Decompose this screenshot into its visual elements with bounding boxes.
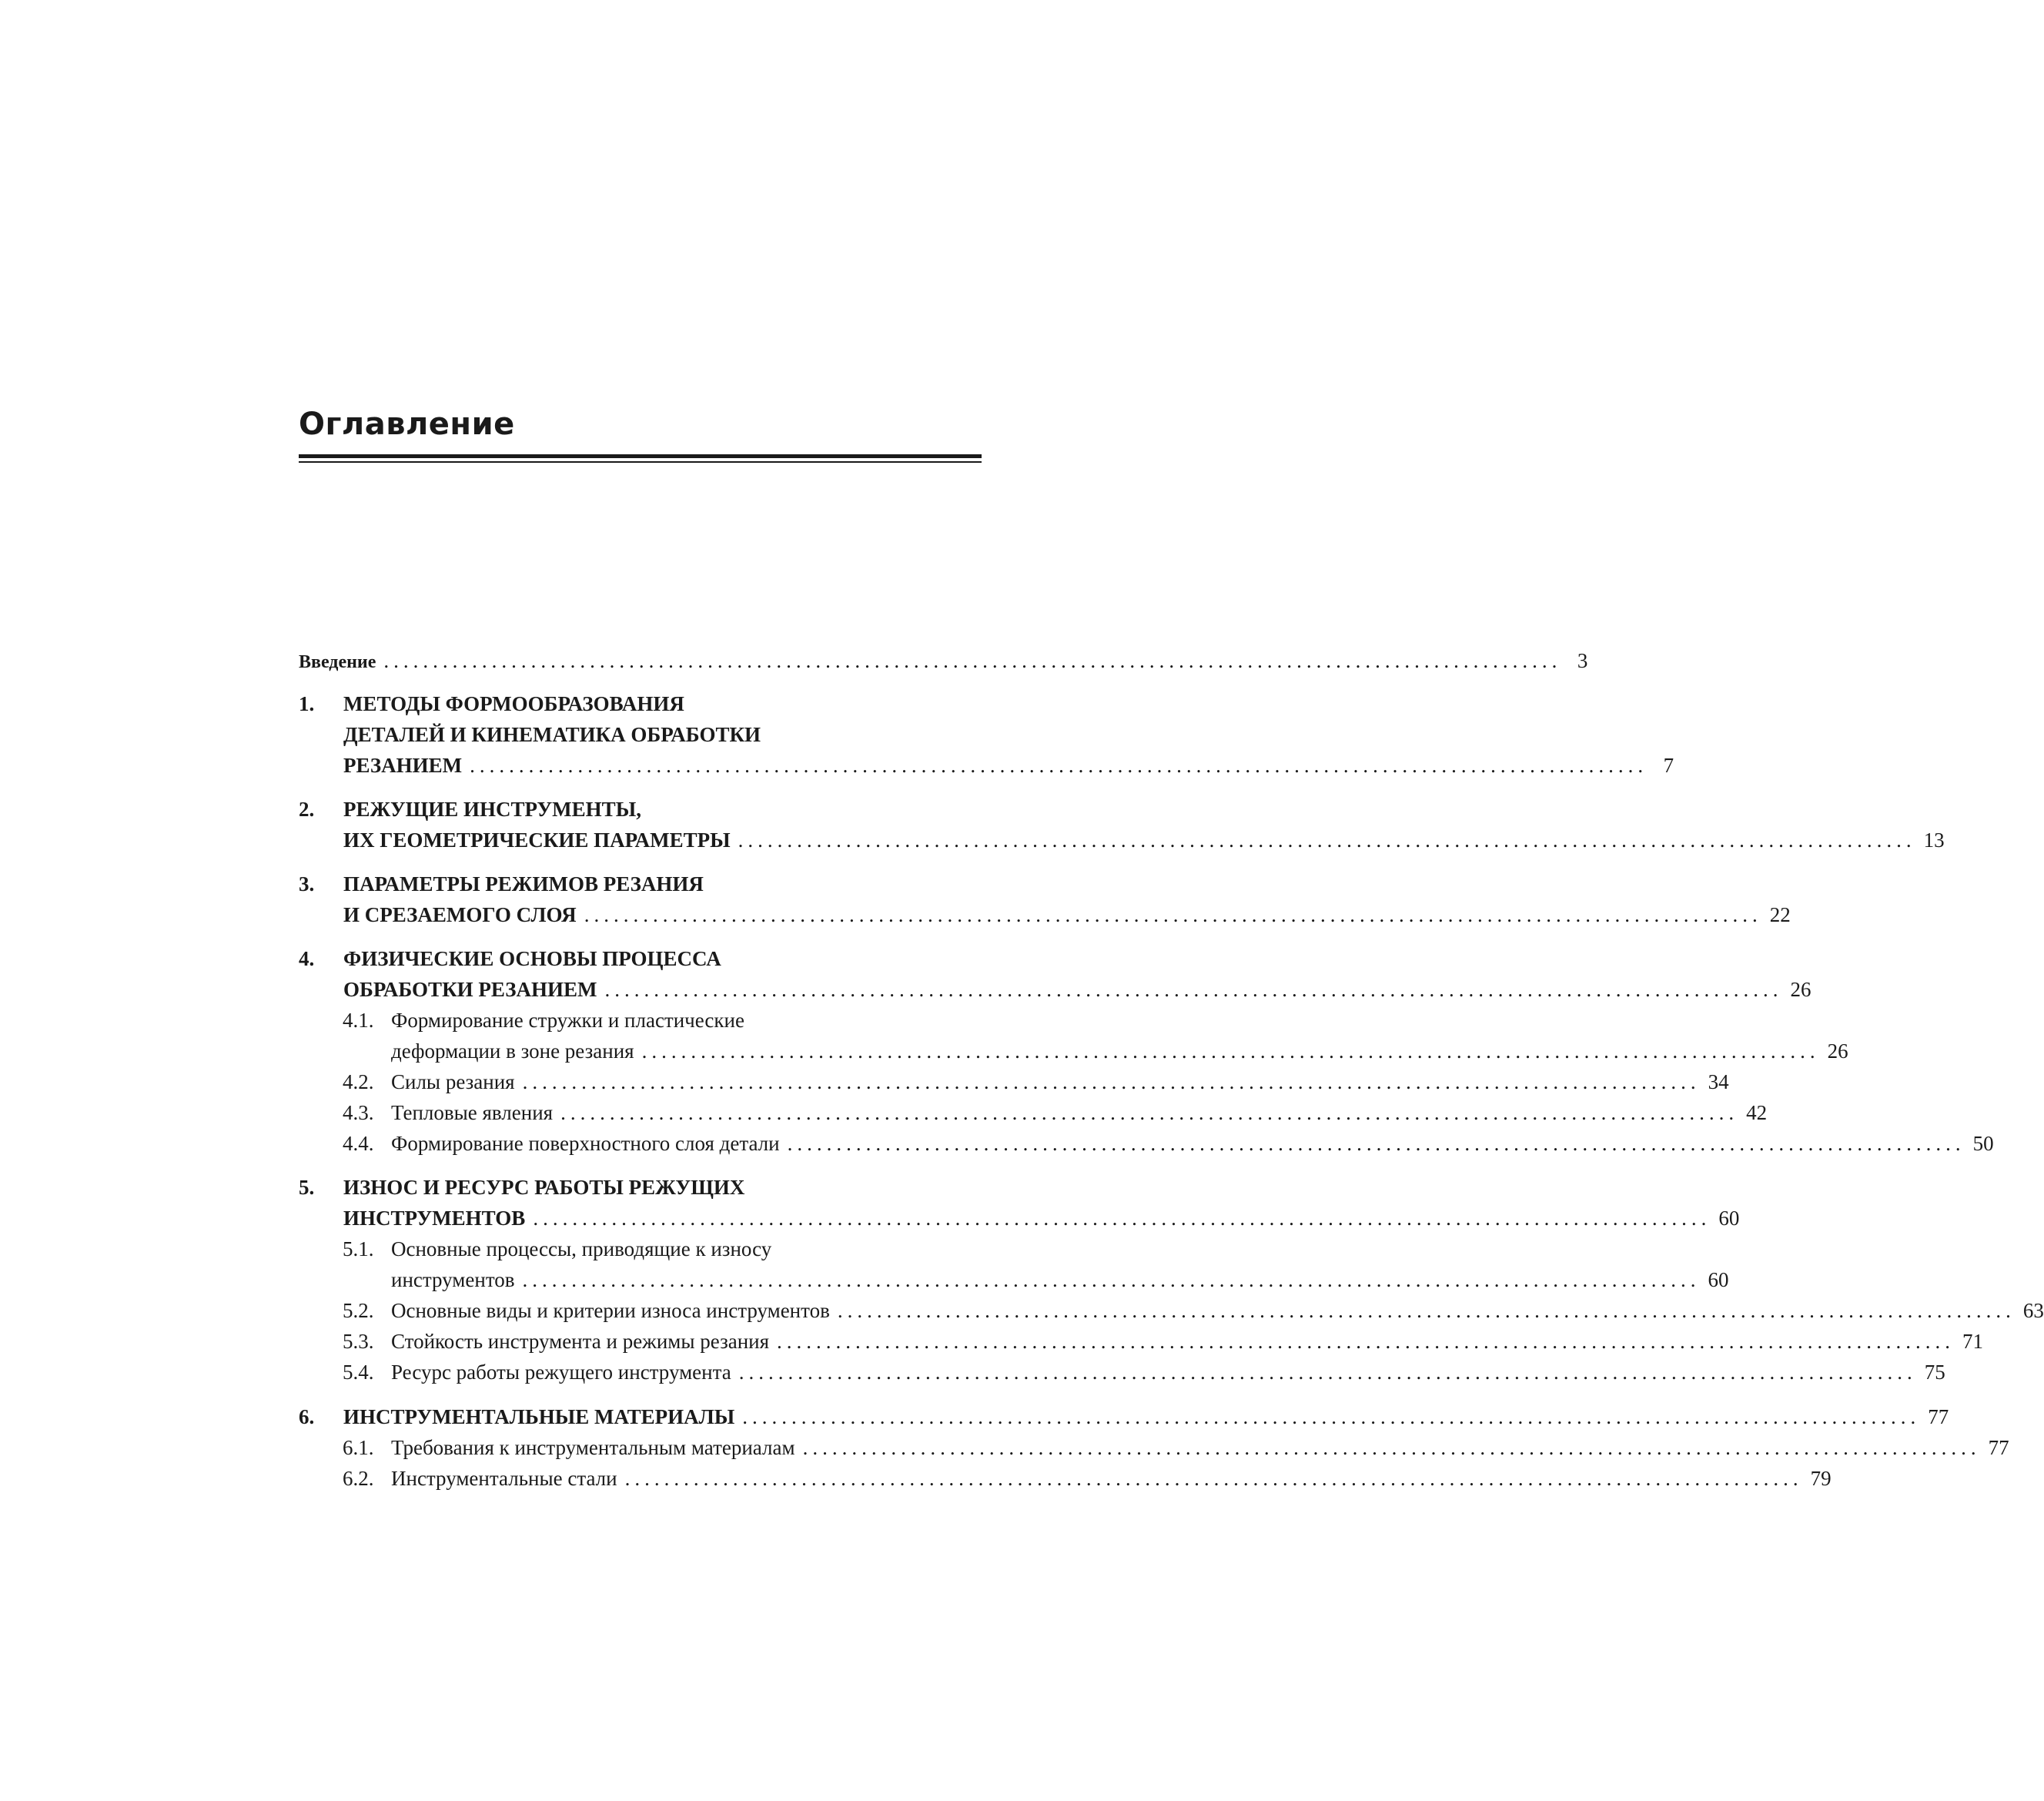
toc-entry-number: 5. (299, 1176, 315, 1199)
toc-entry-title-line: Силы резания (391, 1070, 515, 1093)
toc-subsection-entry (299, 1326, 1984, 1357)
toc-page-number: 3 (1577, 649, 1588, 672)
toc-entry-number: 5.3. (343, 1330, 374, 1353)
toc-entry-title-line: Инструментальные стали (391, 1467, 617, 1490)
toc-entry-number: 6.2. (343, 1467, 374, 1490)
toc-entry-title-line: ДЕТАЛЕЙ И КИНЕМАТИКА ОБРАБОТКИ (343, 723, 761, 746)
toc-entry-number: 5.2. (343, 1299, 374, 1322)
toc-page-number: 13 (1923, 829, 1945, 852)
toc-subsection-entry (299, 1463, 1832, 1494)
toc-entry-title-line: И СРЕЗАЕМОГО СЛОЯ (343, 903, 577, 926)
toc-page-number: 60 (1718, 1207, 1740, 1230)
dot-leader: ........................................................................................................................ (738, 829, 1916, 852)
toc-entry-number: 3. (299, 872, 315, 895)
toc-entry-title-line: ФИЗИЧЕСКИЕ ОСНОВЫ ПРОЦЕССА (343, 947, 721, 970)
dot-leader: ........................................................................................................................ (738, 1361, 1917, 1384)
dot-leader: ........................................................................................................................ (470, 754, 1648, 777)
toc-subsection-entry (299, 1234, 1729, 1295)
toc-page-number: 26 (1790, 978, 1811, 1001)
dot-leader: ........................................................................................................................ (560, 1101, 1739, 1124)
toc-entry-title-line: Тепловые явления (391, 1101, 554, 1124)
toc-page-number: 75 (1924, 1361, 1945, 1384)
toc-entry-title-line: ИЗНОС И РЕСУРС РАБОТЫ РЕЖУЩИХ (343, 1176, 745, 1199)
toc-entry-title-line: ИХ ГЕОМЕТРИЧЕСКИЕ ПАРАМЕТРЫ (343, 829, 731, 852)
toc-entry-title-line: Ресурс работы режущего инструмента (391, 1361, 731, 1384)
toc-entry-number: 4.3. (343, 1101, 374, 1124)
toc-entry-title-line: инструментов (391, 1268, 515, 1291)
toc-entry-number: 6. (299, 1405, 315, 1428)
toc-entry-number: 2. (299, 798, 315, 821)
toc-entry-title-line: РЕЗАНИЕМ (343, 754, 463, 777)
toc-subsection-entry (299, 1432, 2009, 1463)
toc-entry-title-line: ОБРАБОТКИ РЕЗАНИЕМ (343, 978, 597, 1001)
dot-leader: ........................................................................................................................ (522, 1070, 1701, 1093)
toc-entry-number: 4.4. (343, 1132, 374, 1155)
toc-entry-number: 5.4. (343, 1361, 374, 1384)
dot-leader: ........................................................................................................................ (837, 1299, 2016, 1322)
toc-subsection-entry (299, 1357, 1945, 1388)
toc-entry-title-line: Стойкость инструмента и режимы резания (391, 1330, 770, 1353)
toc-subsection-entry (299, 1295, 2044, 1326)
table-of-contents (299, 645, 2044, 1494)
toc-chapter-entry (299, 1401, 1949, 1432)
dot-leader: ........................................................................................................................ (742, 1405, 1921, 1428)
toc-chapter-entry (299, 794, 1945, 855)
toc-entry-title-line: Требования к инструментальным материалам (391, 1436, 795, 1459)
dot-leader: ........................................................................................................................ (787, 1132, 1965, 1155)
toc-entry-title-line: Основные процессы, приводящие к износу (391, 1237, 772, 1260)
toc-page-number: 77 (1928, 1405, 1949, 1428)
toc-page-number: 26 (1827, 1039, 1848, 1063)
toc-entry-number: 6.1. (343, 1436, 374, 1459)
toc-intro-entry (299, 645, 1588, 676)
toc-entry-title-line: ПАРАМЕТРЫ РЕЖИМОВ РЕЗАНИЯ (343, 872, 704, 895)
toc-entry-number: 5.1. (343, 1237, 374, 1260)
toc-subsection-entry (299, 1066, 1729, 1097)
toc-entry-title-line: ИНСТРУМЕНТАЛЬНЫЕ МАТЕРИАЛЫ (343, 1405, 735, 1428)
dot-leader: ........................................................................................................................ (604, 978, 1783, 1001)
dot-leader: ........................................................................................................................ (584, 903, 1762, 926)
toc-entry-title-line: Формирование стружки и пластические (391, 1009, 744, 1032)
toc-page-number: 42 (1746, 1101, 1768, 1124)
toc-page-number: 71 (1962, 1330, 1984, 1353)
page-title: Оглавление (299, 407, 515, 442)
toc-chapter-entry (299, 943, 1811, 1005)
toc-chapter-entry (299, 869, 1791, 930)
dot-leader: ........................................................................................................................ (522, 1268, 1701, 1291)
toc-page-number: 34 (1708, 1070, 1729, 1093)
toc-entry-title-line: РЕЖУЩИЕ ИНСТРУМЕНТЫ, (343, 798, 641, 821)
toc-entry-title-line: ИНСТРУМЕНТОВ (343, 1207, 526, 1230)
toc-entry-title-line: Формирование поверхностного слоя детали (391, 1132, 780, 1155)
title-rule-thick (299, 454, 982, 458)
dot-leader: ........................................................................................................................ (624, 1467, 1803, 1490)
toc-page-number: 50 (1972, 1132, 1994, 1155)
dot-leader: ........................................................................................................................ (383, 649, 1562, 672)
toc-chapter-entry (299, 1172, 1740, 1234)
toc-entry-title-line: деформации в зоне резания (391, 1039, 634, 1063)
toc-subsection-entry (299, 1005, 1848, 1066)
dot-leader: ........................................................................................................................ (802, 1436, 1981, 1459)
toc-subsection-entry (299, 1128, 1994, 1159)
toc-page-number: 77 (1988, 1436, 2009, 1459)
toc-entry-title-line: Основные виды и критерии износа инструментов (391, 1299, 830, 1322)
title-rule-thin (299, 461, 982, 463)
toc-page-number: 60 (1708, 1268, 1729, 1291)
dot-leader: ........................................................................................................................ (777, 1330, 1955, 1353)
dot-leader: ........................................................................................................................ (641, 1039, 1820, 1063)
toc-page-number: 79 (1810, 1467, 1832, 1490)
toc-chapter-entry (299, 688, 1674, 781)
toc-subsection-entry (299, 1097, 1768, 1128)
toc-entry-number: 4.1. (343, 1009, 374, 1032)
toc-page-number: 7 (1663, 754, 1674, 777)
toc-entry-number: 1. (299, 692, 315, 715)
toc-entry-title-line: МЕТОДЫ ФОРМООБРАЗОВАНИЯ (343, 692, 684, 715)
toc-entry-number: 4.2. (343, 1070, 374, 1093)
toc-entry-number: 4. (299, 947, 315, 970)
toc-entry-title-line: Введение (299, 652, 376, 672)
dot-leader: ........................................................................................................................ (533, 1207, 1711, 1230)
toc-page-number: 63 (2022, 1299, 2044, 1322)
toc-page-number: 22 (1769, 903, 1791, 926)
